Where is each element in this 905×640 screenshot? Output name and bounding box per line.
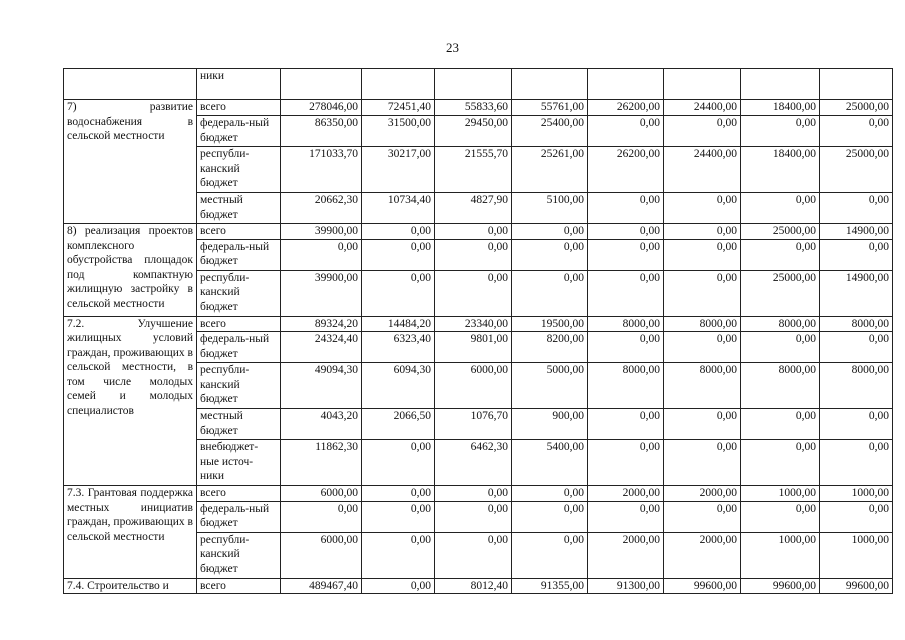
amount-cell: 91300,00 — [588, 578, 664, 594]
amount-cell: 0,00 — [362, 239, 435, 270]
amount-cell: 14900,00 — [820, 270, 893, 316]
amount-cell: 18400,00 — [741, 147, 820, 193]
funding-source: федераль-ный бюджет — [197, 332, 281, 363]
amount-cell: 2000,00 — [588, 532, 664, 578]
amount-cell: 0,00 — [664, 116, 741, 147]
amount-cell: 8000,00 — [588, 363, 664, 409]
amount-cell: 0,00 — [664, 501, 741, 532]
amount-cell: 4043,20 — [281, 409, 362, 440]
amount-cell: 8000,00 — [664, 316, 741, 332]
amount-cell: 0,00 — [362, 578, 435, 594]
amount-cell: 9801,00 — [435, 332, 512, 363]
amount-cell: 26200,00 — [588, 100, 664, 116]
amount-cell: 0,00 — [362, 224, 435, 240]
amount-cell — [512, 69, 588, 100]
amount-cell: 0,00 — [664, 332, 741, 363]
amount-cell: 489467,40 — [281, 578, 362, 594]
amount-cell: 0,00 — [820, 332, 893, 363]
amount-cell: 1000,00 — [741, 486, 820, 502]
amount-cell: 1076,70 — [435, 409, 512, 440]
measure-description: 7.4. Строительство и — [64, 578, 197, 594]
amount-cell: 0,00 — [741, 116, 820, 147]
amount-cell: 278046,00 — [281, 100, 362, 116]
amount-cell: 24400,00 — [664, 100, 741, 116]
amount-cell: 0,00 — [362, 501, 435, 532]
amount-cell: 0,00 — [588, 193, 664, 224]
amount-cell — [741, 69, 820, 100]
amount-cell: 0,00 — [512, 239, 588, 270]
amount-cell: 0,00 — [820, 193, 893, 224]
amount-cell: 0,00 — [820, 116, 893, 147]
amount-cell: 8000,00 — [820, 316, 893, 332]
amount-cell: 99600,00 — [664, 578, 741, 594]
amount-cell: 8000,00 — [741, 363, 820, 409]
funding-source: федераль-ный бюджет — [197, 116, 281, 147]
amount-cell — [281, 69, 362, 100]
amount-cell: 10734,40 — [362, 193, 435, 224]
amount-cell: 0,00 — [588, 116, 664, 147]
amount-cell: 0,00 — [588, 409, 664, 440]
amount-cell: 2066,50 — [362, 409, 435, 440]
amount-cell: 1000,00 — [741, 532, 820, 578]
amount-cell: 8000,00 — [664, 363, 741, 409]
table-row — [64, 224, 893, 240]
funding-source: республи-канский бюджет — [197, 147, 281, 193]
amount-cell: 72451,40 — [362, 100, 435, 116]
amount-cell — [435, 69, 512, 100]
measure-description: 8) реализация проектов комплексного обустройства площадок под компактную жилищную застройку в сельской местности — [64, 224, 197, 317]
amount-cell: 0,00 — [664, 239, 741, 270]
amount-cell: 0,00 — [362, 440, 435, 486]
amount-cell: 0,00 — [741, 501, 820, 532]
amount-cell: 6000,00 — [435, 363, 512, 409]
funding-source: всего — [197, 224, 281, 240]
amount-cell: 0,00 — [362, 270, 435, 316]
amount-cell: 0,00 — [664, 224, 741, 240]
amount-cell: 171033,70 — [281, 147, 362, 193]
amount-cell: 2000,00 — [588, 486, 664, 502]
amount-cell: 1000,00 — [820, 532, 893, 578]
amount-cell: 91355,00 — [512, 578, 588, 594]
funding-source: всего — [197, 316, 281, 332]
amount-cell: 0,00 — [741, 239, 820, 270]
amount-cell: 0,00 — [664, 409, 741, 440]
amount-cell: 25400,00 — [512, 116, 588, 147]
amount-cell: 99600,00 — [741, 578, 820, 594]
amount-cell — [820, 69, 893, 100]
amount-cell: 23340,00 — [435, 316, 512, 332]
amount-cell: 0,00 — [512, 501, 588, 532]
amount-cell: 6462,30 — [435, 440, 512, 486]
amount-cell — [362, 69, 435, 100]
amount-cell: 8000,00 — [741, 316, 820, 332]
amount-cell: 6094,30 — [362, 363, 435, 409]
amount-cell: 89324,20 — [281, 316, 362, 332]
amount-cell: 55833,60 — [435, 100, 512, 116]
page-number: 23 — [446, 40, 459, 55]
amount-cell: 0,00 — [512, 224, 588, 240]
table-row — [64, 316, 893, 332]
amount-cell: 99600,00 — [820, 578, 893, 594]
amount-cell: 30217,00 — [362, 147, 435, 193]
amount-cell: 0,00 — [435, 532, 512, 578]
amount-cell: 24400,00 — [664, 147, 741, 193]
amount-cell: 0,00 — [820, 501, 893, 532]
amount-cell: 0,00 — [512, 270, 588, 316]
funding-source: всего — [197, 100, 281, 116]
amount-cell: 0,00 — [741, 409, 820, 440]
amount-cell: 8200,00 — [512, 332, 588, 363]
amount-cell: 0,00 — [281, 239, 362, 270]
funding-source: республи-канский бюджет — [197, 363, 281, 409]
measure-description: 7.3. Грантовая поддержка местных инициатив граждан, проживающих в сельской местности — [64, 486, 197, 579]
amount-cell: 18400,00 — [741, 100, 820, 116]
amount-cell: 0,00 — [664, 193, 741, 224]
amount-cell: 0,00 — [362, 532, 435, 578]
amount-cell: 2000,00 — [664, 532, 741, 578]
amount-cell: 14484,20 — [362, 316, 435, 332]
amount-cell: 26200,00 — [588, 147, 664, 193]
amount-cell: 0,00 — [435, 270, 512, 316]
amount-cell: 0,00 — [588, 270, 664, 316]
amount-cell: 0,00 — [820, 440, 893, 486]
amount-cell: 0,00 — [820, 409, 893, 440]
amount-cell: 0,00 — [512, 486, 588, 502]
amount-cell: 0,00 — [588, 224, 664, 240]
amount-cell: 0,00 — [435, 486, 512, 502]
measure-description: 7.2. Улучшение жилищных условий граждан, проживающих в сельской местности, в том числе молодых семей и молодых специалистов — [64, 316, 197, 486]
funding-source: всего — [197, 578, 281, 594]
funding-source: местный бюджет — [197, 193, 281, 224]
funding-source: ники — [197, 69, 281, 100]
amount-cell: 4827,90 — [435, 193, 512, 224]
amount-cell: 6000,00 — [281, 486, 362, 502]
budget-table — [63, 68, 893, 594]
amount-cell: 0,00 — [741, 332, 820, 363]
amount-cell: 0,00 — [741, 193, 820, 224]
amount-cell: 25000,00 — [820, 147, 893, 193]
amount-cell: 5400,00 — [512, 440, 588, 486]
amount-cell: 8000,00 — [588, 316, 664, 332]
amount-cell: 24324,40 — [281, 332, 362, 363]
amount-cell: 8012,40 — [435, 578, 512, 594]
amount-cell: 0,00 — [435, 239, 512, 270]
funding-source: внебюджет-ные источ-ники — [197, 440, 281, 486]
amount-cell: 0,00 — [588, 239, 664, 270]
amount-cell: 8000,00 — [820, 363, 893, 409]
measure-description — [64, 69, 197, 100]
amount-cell: 0,00 — [435, 224, 512, 240]
amount-cell: 31500,00 — [362, 116, 435, 147]
amount-cell: 25000,00 — [741, 270, 820, 316]
amount-cell: 0,00 — [588, 440, 664, 486]
amount-cell: 6323,40 — [362, 332, 435, 363]
amount-cell: 0,00 — [588, 501, 664, 532]
amount-cell: 39900,00 — [281, 224, 362, 240]
amount-cell: 5000,00 — [512, 363, 588, 409]
amount-cell: 49094,30 — [281, 363, 362, 409]
amount-cell: 0,00 — [281, 501, 362, 532]
amount-cell: 25000,00 — [820, 100, 893, 116]
table-row — [64, 69, 893, 100]
amount-cell: 0,00 — [664, 270, 741, 316]
measure-description: 7) развитие водоснабжения в сельской местности — [64, 100, 197, 224]
amount-cell: 29450,00 — [435, 116, 512, 147]
amount-cell: 86350,00 — [281, 116, 362, 147]
amount-cell: 0,00 — [588, 332, 664, 363]
funding-source: местный бюджет — [197, 409, 281, 440]
amount-cell: 0,00 — [664, 440, 741, 486]
table-row — [64, 486, 893, 502]
amount-cell: 2000,00 — [664, 486, 741, 502]
funding-source: всего — [197, 486, 281, 502]
amount-cell: 0,00 — [362, 486, 435, 502]
funding-source: федераль-ный бюджет — [197, 501, 281, 532]
amount-cell: 0,00 — [820, 239, 893, 270]
amount-cell: 19500,00 — [512, 316, 588, 332]
amount-cell: 25000,00 — [741, 224, 820, 240]
amount-cell: 11862,30 — [281, 440, 362, 486]
amount-cell: 900,00 — [512, 409, 588, 440]
funding-source: республи-канский бюджет — [197, 532, 281, 578]
amount-cell: 6000,00 — [281, 532, 362, 578]
table-row — [64, 578, 893, 594]
amount-cell: 20662,30 — [281, 193, 362, 224]
amount-cell: 1000,00 — [820, 486, 893, 502]
table-row — [64, 100, 893, 116]
amount-cell: 21555,70 — [435, 147, 512, 193]
amount-cell: 14900,00 — [820, 224, 893, 240]
amount-cell: 55761,00 — [512, 100, 588, 116]
amount-cell: 0,00 — [512, 532, 588, 578]
funding-source: республи-канский бюджет — [197, 270, 281, 316]
amount-cell: 25261,00 — [512, 147, 588, 193]
funding-source: федераль-ный бюджет — [197, 239, 281, 270]
amount-cell: 0,00 — [435, 501, 512, 532]
amount-cell — [588, 69, 664, 100]
amount-cell — [664, 69, 741, 100]
amount-cell: 5100,00 — [512, 193, 588, 224]
amount-cell: 39900,00 — [281, 270, 362, 316]
amount-cell: 0,00 — [741, 440, 820, 486]
